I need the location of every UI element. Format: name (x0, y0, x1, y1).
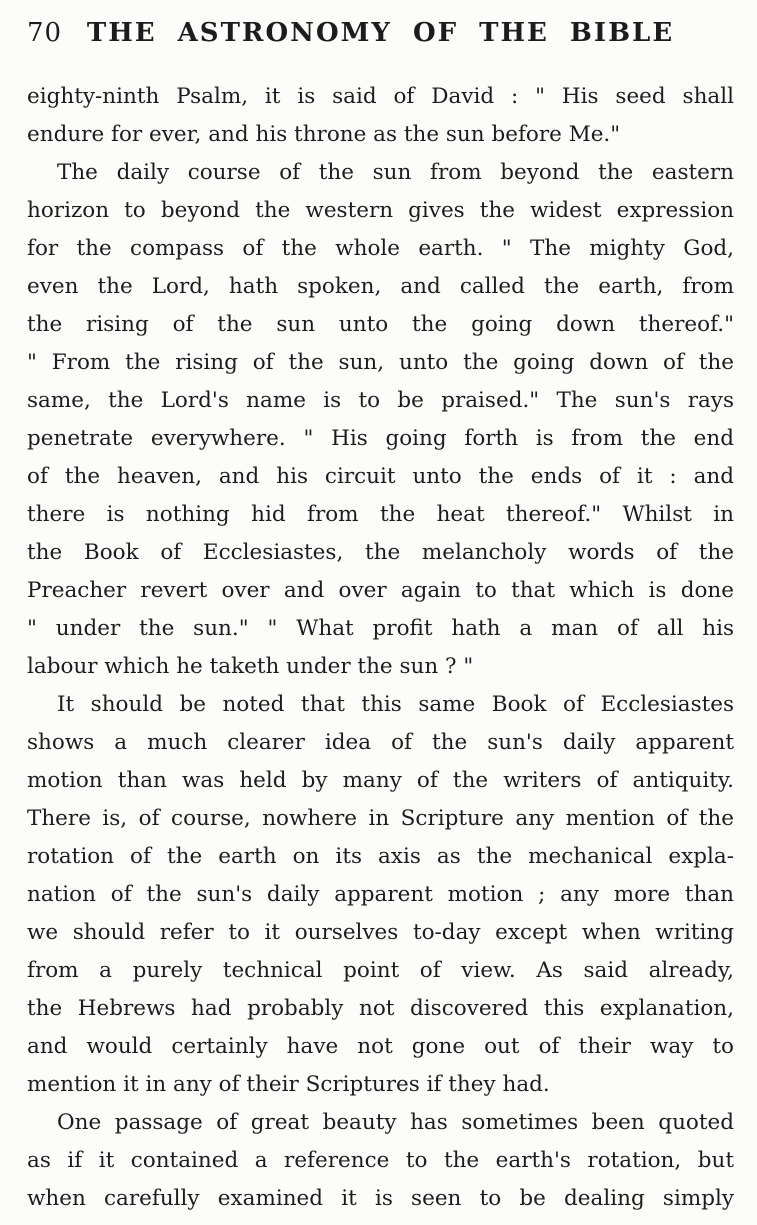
text-line: when carefully examined it is seen to be dealing simply (27, 1186, 734, 1211)
text-line: penetrate everywhere. " His going forth is from the end (27, 426, 734, 451)
text-line: we should refer to it ourselves to-day except when writing (27, 920, 734, 945)
page-number: 70 (27, 18, 63, 48)
text-line: from a purely technical point of view. As said already, (27, 958, 734, 983)
text-line: motion than was held by many of the writers of antiquity. (27, 768, 734, 793)
paragraph (27, 686, 734, 1104)
text-line: as if it contained a reference to the earth's rotation, but (27, 1148, 734, 1173)
page-header (27, 18, 734, 52)
text-line: shows a much clearer idea of the sun's daily apparent (27, 730, 734, 755)
page-body (27, 78, 734, 1218)
text-line: horizon to beyond the western gives the widest expression (27, 198, 734, 223)
text-line: the Hebrews had probably not discovered this explanation, (27, 996, 734, 1021)
text-line: for the compass of the whole earth. " The mighty God, (27, 236, 734, 261)
text-line: endure for ever, and his throne as the sun before Me." (27, 122, 621, 147)
text-line: Preacher revert over and over again to that which is done (27, 578, 734, 603)
text-line: there is nothing hid from the heat thereof." Whilst in (27, 502, 734, 527)
text-line: " From the rising of the sun, unto the going down of the (27, 350, 734, 375)
text-line: nation of the sun's daily apparent motion ; any more than (27, 882, 734, 907)
text-line: the rising of the sun unto the going down thereof." (27, 312, 734, 337)
text-line: even the Lord, hath spoken, and called the earth, from (27, 274, 734, 299)
text-line: One passage of great beauty has sometimes been quoted (57, 1110, 734, 1135)
text-line: It should be noted that this same Book of Ecclesiastes (57, 692, 734, 717)
text-line: " under the sun." " What profit hath a man of all his (27, 616, 734, 641)
text-line: There is, of course, nowhere in Scripture any mention of the (27, 806, 734, 831)
text-line: rotation of the earth on its axis as the mechanical expla- (27, 844, 734, 869)
text-line: eighty-ninth Psalm, it is said of David : " His seed shall (27, 84, 734, 109)
text-line: and would certainly have not gone out of their way to (27, 1034, 734, 1059)
text-line: same, the Lord's name is to be praised." The sun's rays (27, 388, 734, 413)
text-line: the Book of Ecclesiastes, the melancholy words of the (27, 540, 734, 565)
text-line: labour which he taketh under the sun ? " (27, 654, 474, 679)
text-line: The daily course of the sun from beyond the eastern (57, 160, 734, 185)
running-title: THE ASTRONOMY OF THE BIBLE (86, 18, 675, 48)
text-line: mention it in any of their Scriptures if they had. (27, 1072, 550, 1097)
paragraph (27, 1104, 734, 1218)
paragraph (27, 154, 734, 686)
text-line: of the heaven, and his circuit unto the ends of it : and (27, 464, 734, 489)
paragraph (27, 78, 734, 154)
